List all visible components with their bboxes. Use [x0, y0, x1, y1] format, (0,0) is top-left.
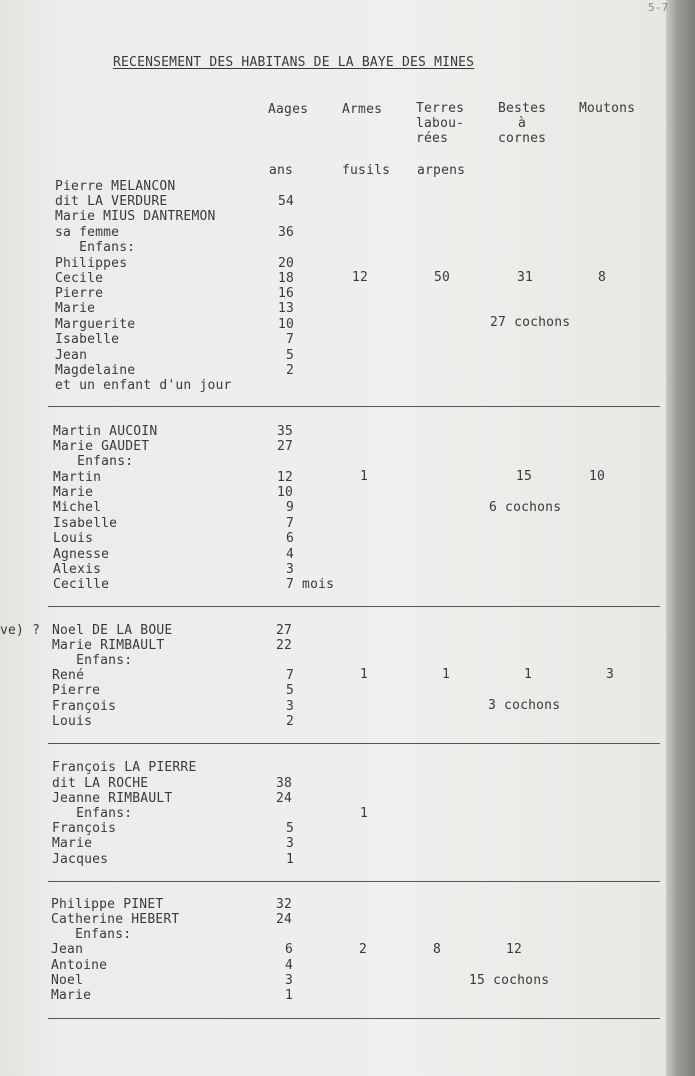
family-1-age: 2: [286, 363, 295, 378]
family-1-name: Marie MIUS DANTREMON: [55, 209, 216, 224]
family-3-name: François: [52, 699, 117, 714]
family-1-armes: 12: [352, 270, 369, 285]
family-4-age: 24: [276, 791, 293, 806]
family-divider: [48, 743, 660, 744]
family-5-age: 3: [285, 973, 294, 988]
family-3-age: 22: [276, 638, 293, 653]
family-4-age: 38: [276, 776, 293, 791]
family-4-name: dit LA ROCHE: [52, 776, 149, 791]
family-2-age: 7: [286, 516, 295, 531]
family-2-armes: 1: [360, 469, 369, 484]
family-2-age: 4: [286, 547, 295, 562]
family-5-name: Enfans:: [51, 927, 132, 942]
header-bestes-2: à: [518, 116, 527, 131]
family-3-armes: 1: [360, 667, 369, 682]
family-1-cochons: 27 cochons: [490, 315, 571, 330]
family-1-age: 18: [278, 271, 295, 286]
family-5-terres: 8: [433, 942, 442, 957]
family-3-terres: 1: [442, 667, 451, 682]
family-4-armes: 1: [360, 806, 369, 821]
family-1-age: 36: [278, 225, 295, 240]
family-3-age: 27: [276, 623, 293, 638]
family-4-name: Marie: [52, 836, 93, 851]
family-3-name: Louis: [52, 714, 93, 729]
family-5-name: Catherine HEBERT: [51, 912, 180, 927]
family-1-age: 5: [286, 348, 295, 363]
family-3-name: Noel DE LA BOUE: [52, 623, 173, 638]
family-3-name: René: [52, 668, 85, 683]
unit-armes: fusils: [342, 163, 391, 178]
family-2-age: 12: [277, 470, 294, 485]
family-1-bestes: 31: [517, 270, 534, 285]
family-1-name: Cecile: [55, 271, 104, 286]
family-1-age: 20: [278, 256, 295, 271]
family-5-name: Noel: [51, 973, 84, 988]
family-2-age: 6: [286, 531, 295, 546]
family-2-name: Alexis: [53, 562, 102, 577]
family-1-name: Enfans:: [55, 240, 136, 255]
family-divider: [48, 881, 660, 882]
margin-note: ve) ?: [0, 623, 41, 638]
family-2-age: 3: [286, 562, 295, 577]
family-5-age: 24: [276, 912, 293, 927]
family-2-age: 7 mois: [286, 577, 335, 592]
family-1-name: sa femme: [55, 225, 120, 240]
family-3-name: Marie RIMBAULT: [52, 638, 165, 653]
family-3-age: 2: [286, 714, 295, 729]
family-2-age: 9: [286, 500, 295, 515]
document-title: RECENSEMENT DES HABITANS DE LA BAYE DES MINES: [113, 55, 475, 70]
family-1-name: dit LA VERDURE: [55, 194, 168, 209]
family-2-name: Enfans:: [53, 454, 134, 469]
family-1-moutons: 8: [598, 270, 607, 285]
family-divider: [48, 1018, 660, 1019]
family-1-name: Philippes: [55, 256, 128, 271]
family-4-name: Enfans:: [52, 806, 133, 821]
family-3-age: 7: [286, 668, 295, 683]
family-1-name: et un enfant d'un jour: [55, 378, 232, 393]
corner-mark: 5-7: [648, 1, 669, 14]
family-2-age: 35: [277, 424, 294, 439]
family-5-age: 6: [285, 942, 294, 957]
family-2-moutons: 10: [589, 469, 606, 484]
family-divider: [48, 606, 660, 607]
family-1-name: Pierre MELANCON: [55, 179, 176, 194]
family-3-bestes: 1: [524, 667, 533, 682]
family-2-name: Marie: [53, 485, 94, 500]
family-2-name: Isabelle: [53, 516, 118, 531]
family-3-name: Pierre: [52, 683, 101, 698]
family-4-name: Jeanne RIMBAULT: [52, 791, 173, 806]
family-1-name: Magdelaine: [55, 363, 136, 378]
family-1-name: Isabelle: [55, 332, 120, 347]
family-2-name: Martin AUCOIN: [53, 424, 158, 439]
family-5-cochons: 15 cochons: [469, 973, 550, 988]
family-5-name: Marie: [51, 988, 92, 1003]
family-5-age: 4: [285, 958, 294, 973]
header-bestes-1: Bestes: [498, 101, 547, 116]
family-5-name: Philippe PINET: [51, 897, 164, 912]
unit-terres: arpens: [417, 163, 466, 178]
family-4-age: 1: [286, 852, 295, 867]
family-2-age: 27: [277, 439, 294, 454]
family-2-name: Agnesse: [53, 547, 110, 562]
family-1-age: 13: [278, 301, 295, 316]
header-armes: Armes: [342, 102, 383, 117]
header-terres-2: labou-: [416, 116, 465, 131]
unit-ages: ans: [269, 163, 294, 178]
binding-gutter: [666, 0, 695, 1076]
family-2-name: Martin: [53, 470, 102, 485]
family-3-name: Enfans:: [52, 653, 133, 668]
header-terres-3: rées: [416, 131, 449, 146]
family-4-age: 3: [286, 836, 295, 851]
family-1-age: 54: [278, 194, 295, 209]
family-4-name: Jacques: [52, 852, 109, 867]
family-5-name: Jean: [51, 942, 84, 957]
family-1-age: 16: [278, 286, 295, 301]
family-3-age: 3: [286, 699, 295, 714]
family-3-age: 5: [286, 683, 295, 698]
header-ages: Aages: [268, 102, 309, 117]
header-moutons: Moutons: [579, 101, 636, 116]
family-1-terres: 50: [434, 270, 451, 285]
family-1-age: 7: [286, 332, 295, 347]
family-2-name: Michel: [53, 500, 102, 515]
family-1-name: Pierre: [55, 286, 104, 301]
family-5-armes: 2: [359, 942, 368, 957]
family-5-bestes: 12: [506, 942, 523, 957]
header-bestes-3: cornes: [498, 131, 547, 146]
family-1-name: Jean: [55, 348, 88, 363]
family-5-age: 1: [285, 988, 294, 1003]
family-5-name: Antoine: [51, 958, 108, 973]
family-1-age: 10: [278, 317, 295, 332]
family-3-cochons: 3 cochons: [488, 698, 561, 713]
family-1-name: Marie: [55, 301, 96, 316]
family-2-cochons: 6 cochons: [489, 500, 562, 515]
family-2-name: Marie GAUDET: [53, 439, 150, 454]
family-2-name: Louis: [53, 531, 94, 546]
family-3-moutons: 3: [606, 667, 615, 682]
family-2-bestes: 15: [516, 469, 533, 484]
family-divider: [48, 406, 660, 407]
family-5-age: 32: [276, 897, 293, 912]
family-4-name: François LA PIERRE: [52, 760, 197, 775]
family-1-name: Marguerite: [55, 317, 136, 332]
header-terres-1: Terres: [416, 101, 465, 116]
family-4-name: François: [52, 821, 117, 836]
family-2-name: Cecille: [53, 577, 110, 592]
family-2-age: 10: [277, 485, 294, 500]
family-4-age: 5: [286, 821, 295, 836]
